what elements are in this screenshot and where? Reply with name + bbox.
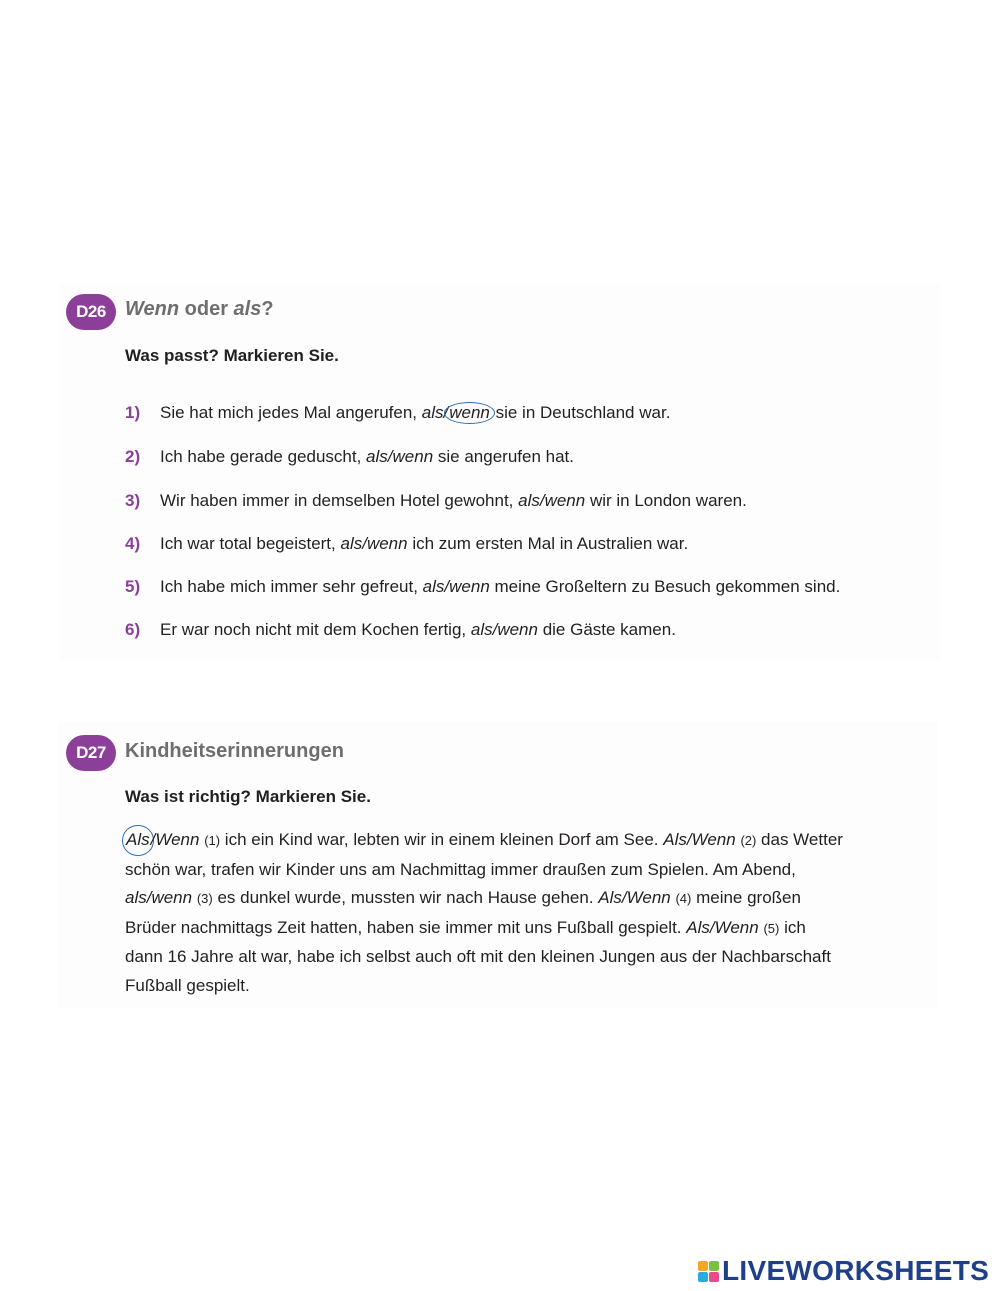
exercise-instruction-d27: Was ist richtig? Markieren Sie.: [125, 787, 371, 806]
paragraph-text: ich: [779, 917, 806, 937]
choice-als-selected[interactable]: Als: [122, 825, 154, 856]
choice-als-wenn[interactable]: als/wenn: [470, 620, 538, 639]
paragraph-text: ich ein Kind war, lebten wir in einem kleinen Dorf am See.: [220, 830, 664, 849]
item-text-before: Ich habe gerade geduscht,: [160, 447, 367, 466]
choice-als-wenn[interactable]: als/wenn: [366, 447, 434, 466]
item-text-after: wir in London waren.: [585, 491, 747, 510]
gap-number-5: (5): [763, 920, 780, 936]
item-text-before: Er war noch nicht mit dem Kochen fertig,: [160, 620, 471, 639]
exercise-item-4: [125, 534, 688, 554]
item-text-before: Wir haben immer in demselben Hotel gewohnt,: [160, 491, 519, 510]
title-word-oder: oder: [179, 298, 234, 320]
paragraph-line-6: Fußball gespielt.: [125, 975, 250, 995]
paragraph-line-3: [125, 884, 925, 914]
choice-als[interactable]: als/: [421, 403, 449, 422]
paragraph-line-1: [125, 826, 925, 856]
exercise-item-3: [125, 491, 747, 511]
gap-number-3: (3): [196, 891, 213, 906]
item-text-before: Ich war total begeistert,: [160, 534, 341, 553]
choice-als-wenn[interactable]: als/wenn: [422, 577, 490, 596]
paragraph-line-4: [125, 914, 925, 944]
title-word-wenn: Wenn: [125, 298, 180, 320]
choice-als-wenn-5[interactable]: Als/Wenn: [686, 917, 759, 937]
exercise-title-d27: Kindheitserinnerungen: [125, 740, 344, 762]
paragraph-line-5: dann 16 Jahre alt war, habe ich selbst auch oft mit den kleinen Jungen aus der Nachbarschaft: [125, 947, 831, 966]
choice-als-wenn-4[interactable]: Als/Wenn: [598, 888, 671, 907]
paragraph-text: es dunkel wurde, mussten wir nach Hause gehen.: [212, 888, 599, 907]
liveworksheets-logo-icon: [698, 1261, 719, 1282]
title-question-mark: ?: [261, 298, 274, 320]
choice-als-wenn[interactable]: als/wenn: [340, 534, 408, 553]
item-number: 6): [125, 620, 141, 639]
item-number: 1): [125, 403, 141, 422]
item-number: 3): [125, 491, 141, 510]
gap-number-2: (2): [740, 833, 757, 848]
gap-number-4: (4): [675, 891, 692, 906]
paragraph-text: das Wetter: [756, 830, 843, 849]
gap-number-1: (1): [204, 833, 221, 848]
title-word-als: als: [233, 298, 262, 320]
exercise-item-6: [125, 620, 676, 640]
item-number: 5): [125, 577, 141, 596]
liveworksheets-logo: [698, 1253, 989, 1289]
item-text-after: sie in Deutschland war.: [490, 403, 671, 422]
item-text-after: die Gäste kamen.: [537, 620, 676, 639]
item-number: 2): [125, 447, 141, 466]
paragraph-text: meine großen: [691, 888, 801, 907]
exercise-d26-panel: [60, 284, 940, 660]
paragraph-text: Brüder nachmittags Zeit hatten, haben sie immer mit uns Fußball gespielt.: [125, 917, 687, 937]
choice-als-wenn-2[interactable]: Als/Wenn: [663, 830, 736, 849]
choice-als-wenn[interactable]: als/wenn: [518, 491, 586, 510]
item-text-after: sie angerufen hat.: [433, 447, 574, 466]
choice-wenn-selected[interactable]: wenn: [444, 402, 495, 424]
liveworksheets-logo-text: LIVEWORKSHEETS: [722, 1255, 990, 1286]
exercise-paragraph-d27: [125, 826, 925, 1000]
item-text-after: meine Großeltern zu Besuch gekommen sind.: [489, 577, 841, 596]
exercise-badge-d26: D26: [66, 294, 116, 330]
item-text-before: Sie hat mich jedes Mal angerufen,: [160, 403, 422, 422]
choice-wenn[interactable]: /Wenn: [150, 830, 200, 849]
exercise-item-2: [125, 447, 574, 467]
choice-als-wenn-3[interactable]: als/wenn: [125, 888, 193, 907]
exercise-item-1: [125, 403, 670, 423]
exercise-title-d26: [125, 298, 274, 321]
exercise-instruction-d26: Was passt? Markieren Sie.: [125, 346, 339, 365]
exercise-badge-d27: D27: [66, 735, 116, 771]
exercise-item-5: [125, 577, 840, 597]
item-text-after: ich zum ersten Mal in Australien war.: [407, 534, 689, 553]
item-number: 4): [125, 534, 141, 553]
paragraph-line-2: schön war, trafen wir Kinder uns am Nachmittag immer draußen zum Spielen. Am Abend,: [125, 859, 796, 879]
item-text-before: Ich habe mich immer sehr gefreut,: [160, 577, 423, 596]
